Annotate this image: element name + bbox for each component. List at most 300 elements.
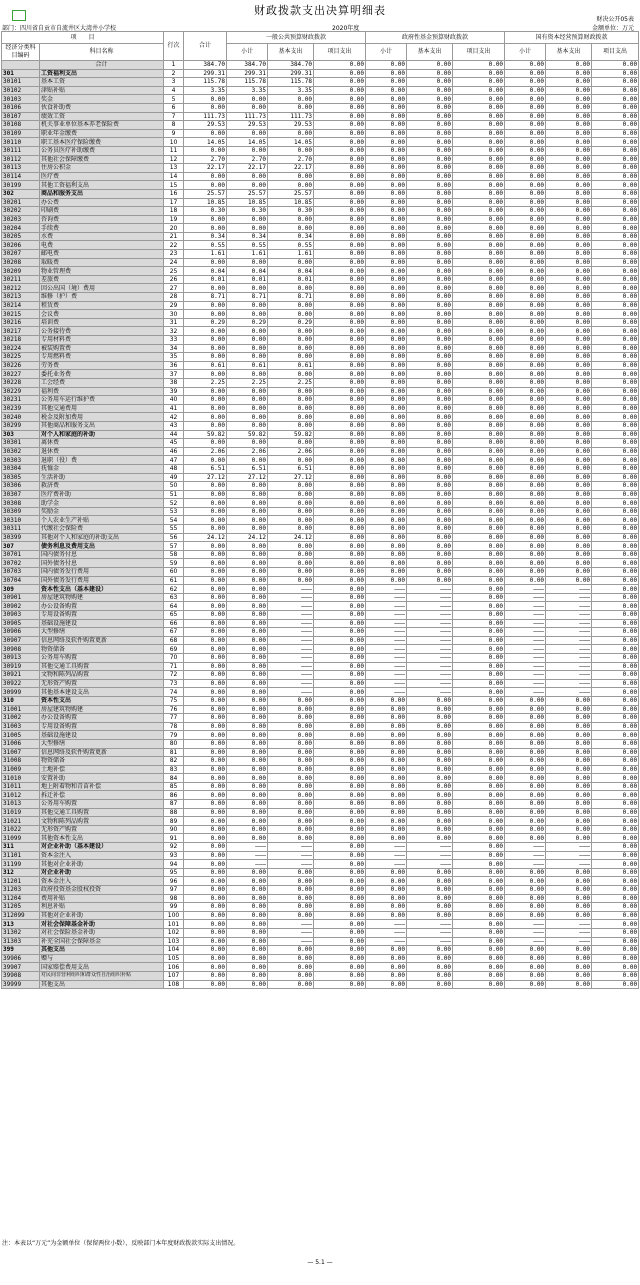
capital-subtotal-cell[interactable]: ——— — [505, 619, 546, 628]
capital-project-cell[interactable]: 0.00 — [592, 619, 639, 628]
row-no-cell[interactable]: 46 — [164, 447, 184, 456]
general-project-cell[interactable]: 0.00 — [314, 662, 366, 671]
row-no-cell[interactable]: 50 — [164, 482, 184, 491]
capital-subtotal-cell[interactable]: 0.00 — [505, 542, 546, 551]
econ-code-cell[interactable]: 30225 — [2, 353, 40, 362]
econ-code-cell[interactable]: 30101 — [2, 78, 40, 87]
capital-project-cell[interactable]: 0.00 — [592, 361, 639, 370]
capital-subtotal-cell[interactable]: ——— — [505, 671, 546, 680]
econ-code-cell[interactable]: 31303 — [2, 937, 40, 946]
capital-subtotal-cell[interactable]: 0.00 — [505, 808, 546, 817]
fund-subtotal-cell[interactable]: 0.00 — [366, 722, 407, 731]
fund-basic-cell[interactable]: 0.00 — [407, 181, 453, 190]
total-cell[interactable]: 0.00 — [184, 550, 227, 559]
capital-project-cell[interactable]: 0.00 — [592, 516, 639, 525]
econ-code-cell[interactable]: 309 — [2, 585, 40, 594]
general-basic-cell[interactable]: ——— — [268, 679, 314, 688]
total-cell[interactable]: 0.00 — [184, 525, 227, 534]
capital-project-cell[interactable]: 0.00 — [592, 568, 639, 577]
general-project-cell[interactable]: 0.00 — [314, 138, 366, 147]
econ-code-cell[interactable]: 30302 — [2, 447, 40, 456]
general-basic-cell[interactable]: 0.00 — [268, 963, 314, 972]
fund-basic-cell[interactable]: 0.00 — [407, 473, 453, 482]
fund-basic-cell[interactable]: 0.00 — [407, 267, 453, 276]
capital-project-cell[interactable]: 0.00 — [592, 456, 639, 465]
item-name-cell[interactable]: 职业年金缴费 — [40, 129, 164, 138]
general-project-cell[interactable]: 0.00 — [314, 937, 366, 946]
capital-project-cell[interactable]: 0.00 — [592, 344, 639, 353]
general-subtotal-cell[interactable]: 10.85 — [227, 198, 268, 207]
econ-code-cell[interactable]: 302 — [2, 189, 40, 198]
total-cell[interactable]: 0.00 — [184, 181, 227, 190]
capital-subtotal-cell[interactable]: 0.00 — [505, 95, 546, 104]
capital-subtotal-cell[interactable]: 0.00 — [505, 456, 546, 465]
item-name-cell[interactable]: 因公出国（境）费用 — [40, 284, 164, 293]
total-cell[interactable]: 0.00 — [184, 301, 227, 310]
econ-code-cell[interactable]: 30206 — [2, 241, 40, 250]
fund-basic-cell[interactable]: 0.00 — [407, 482, 453, 491]
econ-code-cell[interactable]: 31002 — [2, 714, 40, 723]
capital-subtotal-cell[interactable]: 0.00 — [505, 396, 546, 405]
capital-project-cell[interactable]: 0.00 — [592, 602, 639, 611]
fund-project-cell[interactable]: 0.00 — [453, 344, 505, 353]
fund-project-cell[interactable]: 0.00 — [453, 911, 505, 920]
general-subtotal-cell[interactable]: 0.00 — [227, 499, 268, 508]
fund-project-cell[interactable]: 0.00 — [453, 456, 505, 465]
econ-code-cell[interactable]: 30110 — [2, 138, 40, 147]
item-name-cell[interactable]: 办公设备购置 — [40, 714, 164, 723]
general-subtotal-cell[interactable]: 0.00 — [227, 825, 268, 834]
capital-basic-cell[interactable]: 0.00 — [546, 946, 592, 955]
econ-code-cell[interactable]: 30303 — [2, 456, 40, 465]
general-project-cell[interactable]: 0.00 — [314, 963, 366, 972]
fund-project-cell[interactable]: 0.00 — [453, 903, 505, 912]
fund-project-cell[interactable]: 0.00 — [453, 980, 505, 989]
capital-project-cell[interactable]: 0.00 — [592, 937, 639, 946]
fund-project-cell[interactable]: 0.00 — [453, 258, 505, 267]
general-project-cell[interactable]: 0.00 — [314, 112, 366, 121]
fund-basic-cell[interactable]: 0.00 — [407, 808, 453, 817]
item-name-cell[interactable]: 对企业补助 — [40, 868, 164, 877]
general-basic-cell[interactable]: 0.00 — [268, 507, 314, 516]
fund-project-cell[interactable]: 0.00 — [453, 327, 505, 336]
total-cell[interactable]: 2.25 — [184, 378, 227, 387]
total-cell[interactable]: 0.00 — [184, 705, 227, 714]
item-name-cell[interactable]: 文物和陈列品购置 — [40, 817, 164, 826]
capital-subtotal-cell[interactable]: 0.00 — [505, 61, 546, 70]
general-project-cell[interactable]: 0.00 — [314, 267, 366, 276]
capital-basic-cell[interactable]: 0.00 — [546, 301, 592, 310]
capital-subtotal-cell[interactable]: 0.00 — [505, 430, 546, 439]
capital-project-cell[interactable]: 0.00 — [592, 800, 639, 809]
total-cell[interactable]: 0.00 — [184, 439, 227, 448]
econ-code-cell[interactable]: 31302 — [2, 928, 40, 937]
fund-basic-cell[interactable]: 0.00 — [407, 232, 453, 241]
fund-subtotal-cell[interactable]: 0.00 — [366, 886, 407, 895]
general-project-cell[interactable]: 0.00 — [314, 688, 366, 697]
general-project-cell[interactable]: 0.00 — [314, 344, 366, 353]
row-no-cell[interactable]: 96 — [164, 877, 184, 886]
fund-project-cell[interactable]: 0.00 — [453, 722, 505, 731]
general-subtotal-cell[interactable]: 0.34 — [227, 232, 268, 241]
row-no-cell[interactable]: 4 — [164, 86, 184, 95]
general-project-cell[interactable]: 0.00 — [314, 791, 366, 800]
general-basic-cell[interactable]: ——— — [268, 636, 314, 645]
total-cell[interactable]: 0.00 — [184, 310, 227, 319]
general-project-cell[interactable]: 0.00 — [314, 396, 366, 405]
capital-basic-cell[interactable]: 0.00 — [546, 739, 592, 748]
general-subtotal-cell[interactable]: 0.00 — [227, 971, 268, 980]
fund-subtotal-cell[interactable]: 0.00 — [366, 353, 407, 362]
general-basic-cell[interactable]: 0.00 — [268, 765, 314, 774]
general-basic-cell[interactable]: 0.00 — [268, 387, 314, 396]
general-basic-cell[interactable]: 3.35 — [268, 86, 314, 95]
item-name-cell[interactable]: 退休费 — [40, 447, 164, 456]
fund-subtotal-cell[interactable]: 0.00 — [366, 963, 407, 972]
row-no-cell[interactable]: 28 — [164, 293, 184, 302]
row-no-cell[interactable]: 78 — [164, 722, 184, 731]
item-name-cell[interactable]: 退职（役）费 — [40, 456, 164, 465]
capital-subtotal-cell[interactable]: 0.00 — [505, 207, 546, 216]
row-no-cell[interactable]: 70 — [164, 653, 184, 662]
general-basic-cell[interactable]: 25.57 — [268, 189, 314, 198]
general-subtotal-cell[interactable]: 59.82 — [227, 430, 268, 439]
fund-basic-cell[interactable]: 0.00 — [407, 516, 453, 525]
econ-code-cell[interactable]: 30703 — [2, 568, 40, 577]
general-project-cell[interactable]: 0.00 — [314, 971, 366, 980]
general-subtotal-cell[interactable]: ——— — [227, 851, 268, 860]
general-subtotal-cell[interactable]: 115.78 — [227, 78, 268, 87]
fund-subtotal-cell[interactable]: 0.00 — [366, 877, 407, 886]
general-basic-cell[interactable]: 0.00 — [268, 911, 314, 920]
fund-project-cell[interactable]: 0.00 — [453, 636, 505, 645]
fund-project-cell[interactable]: 0.00 — [453, 387, 505, 396]
fund-project-cell[interactable]: 0.00 — [453, 207, 505, 216]
total-cell[interactable]: 2.06 — [184, 447, 227, 456]
econ-code-cell[interactable]: 30921 — [2, 671, 40, 680]
row-no-cell[interactable]: 77 — [164, 714, 184, 723]
fund-basic-cell[interactable]: 0.00 — [407, 413, 453, 422]
row-no-cell[interactable]: 16 — [164, 189, 184, 198]
general-project-cell[interactable]: 0.00 — [314, 207, 366, 216]
econ-code-cell[interactable]: 30299 — [2, 421, 40, 430]
capital-subtotal-cell[interactable]: 0.00 — [505, 507, 546, 516]
general-project-cell[interactable]: 0.00 — [314, 258, 366, 267]
capital-subtotal-cell[interactable]: ——— — [505, 653, 546, 662]
total-cell[interactable]: 0.00 — [184, 404, 227, 413]
fund-subtotal-cell[interactable]: 0.00 — [366, 387, 407, 396]
fund-basic-cell[interactable]: 0.00 — [407, 439, 453, 448]
total-cell[interactable]: 8.71 — [184, 293, 227, 302]
fund-project-cell[interactable]: 0.00 — [453, 250, 505, 259]
general-project-cell[interactable]: 0.00 — [314, 61, 366, 70]
fund-project-cell[interactable]: 0.00 — [453, 834, 505, 843]
general-project-cell[interactable]: 0.00 — [314, 146, 366, 155]
fund-project-cell[interactable]: 0.00 — [453, 336, 505, 345]
fund-subtotal-cell[interactable]: ——— — [366, 653, 407, 662]
capital-subtotal-cell[interactable]: 0.00 — [505, 267, 546, 276]
fund-subtotal-cell[interactable]: 0.00 — [366, 61, 407, 70]
capital-basic-cell[interactable]: 0.00 — [546, 189, 592, 198]
capital-basic-cell[interactable]: 0.00 — [546, 731, 592, 740]
econ-code-cell[interactable]: 30201 — [2, 198, 40, 207]
fund-basic-cell[interactable]: ——— — [407, 671, 453, 680]
capital-basic-cell[interactable]: ——— — [546, 662, 592, 671]
total-cell[interactable]: 0.00 — [184, 224, 227, 233]
capital-subtotal-cell[interactable]: ——— — [505, 851, 546, 860]
fund-basic-cell[interactable]: ——— — [407, 593, 453, 602]
fund-subtotal-cell[interactable]: 0.00 — [366, 421, 407, 430]
general-basic-cell[interactable]: 0.00 — [268, 482, 314, 491]
fund-subtotal-cell[interactable]: 0.00 — [366, 378, 407, 387]
general-project-cell[interactable]: 0.00 — [314, 370, 366, 379]
row-no-cell[interactable]: 6 — [164, 103, 184, 112]
capital-basic-cell[interactable]: 0.00 — [546, 250, 592, 259]
econ-code-cell[interactable]: 311 — [2, 843, 40, 852]
capital-project-cell[interactable]: 0.00 — [592, 722, 639, 731]
general-subtotal-cell[interactable]: 0.55 — [227, 241, 268, 250]
capital-basic-cell[interactable]: 0.00 — [546, 447, 592, 456]
fund-subtotal-cell[interactable]: 0.00 — [366, 189, 407, 198]
fund-subtotal-cell[interactable]: 0.00 — [366, 430, 407, 439]
fund-subtotal-cell[interactable]: 0.00 — [366, 327, 407, 336]
row-no-cell[interactable]: 66 — [164, 619, 184, 628]
capital-project-cell[interactable]: 0.00 — [592, 671, 639, 680]
general-subtotal-cell[interactable]: 0.00 — [227, 671, 268, 680]
capital-subtotal-cell[interactable]: 0.00 — [505, 370, 546, 379]
fund-subtotal-cell[interactable]: 0.00 — [366, 525, 407, 534]
general-subtotal-cell[interactable]: 0.00 — [227, 258, 268, 267]
capital-basic-cell[interactable]: 0.00 — [546, 378, 592, 387]
fund-basic-cell[interactable]: 0.00 — [407, 946, 453, 955]
econ-code-cell[interactable]: 30211 — [2, 275, 40, 284]
item-name-cell[interactable]: 大型修缮 — [40, 628, 164, 637]
capital-subtotal-cell[interactable]: 0.00 — [505, 250, 546, 259]
capital-basic-cell[interactable]: ——— — [546, 593, 592, 602]
fund-basic-cell[interactable]: 0.00 — [407, 507, 453, 516]
total-cell[interactable]: 0.00 — [184, 911, 227, 920]
item-name-cell[interactable]: 救济费 — [40, 482, 164, 491]
general-project-cell[interactable]: 0.00 — [314, 310, 366, 319]
capital-subtotal-cell[interactable]: 0.00 — [505, 215, 546, 224]
general-basic-cell[interactable]: 0.00 — [268, 95, 314, 104]
total-cell[interactable]: 59.82 — [184, 430, 227, 439]
item-name-cell[interactable]: 对社会保险基金补助 — [40, 928, 164, 937]
capital-project-cell[interactable]: 0.00 — [592, 439, 639, 448]
capital-subtotal-cell[interactable]: ——— — [505, 688, 546, 697]
total-cell[interactable]: 0.00 — [184, 954, 227, 963]
general-subtotal-cell[interactable]: 0.00 — [227, 327, 268, 336]
total-cell[interactable]: 0.00 — [184, 688, 227, 697]
capital-basic-cell[interactable]: 0.00 — [546, 954, 592, 963]
general-project-cell[interactable]: 0.00 — [314, 473, 366, 482]
fund-project-cell[interactable]: 0.00 — [453, 318, 505, 327]
general-subtotal-cell[interactable]: 0.00 — [227, 421, 268, 430]
total-cell[interactable]: 111.73 — [184, 112, 227, 121]
capital-subtotal-cell[interactable]: 0.00 — [505, 447, 546, 456]
capital-basic-cell[interactable]: 0.00 — [546, 808, 592, 817]
general-basic-cell[interactable]: 0.61 — [268, 361, 314, 370]
fund-subtotal-cell[interactable]: 0.00 — [366, 224, 407, 233]
fund-basic-cell[interactable]: 0.00 — [407, 774, 453, 783]
fund-subtotal-cell[interactable]: 0.00 — [366, 69, 407, 78]
total-cell[interactable]: 0.34 — [184, 232, 227, 241]
capital-basic-cell[interactable]: 0.00 — [546, 456, 592, 465]
general-subtotal-cell[interactable]: 0.00 — [227, 928, 268, 937]
fund-project-cell[interactable]: 0.00 — [453, 774, 505, 783]
fund-project-cell[interactable]: 0.00 — [453, 146, 505, 155]
econ-code-cell[interactable]: 30922 — [2, 679, 40, 688]
total-cell[interactable]: 0.00 — [184, 172, 227, 181]
item-name-cell[interactable]: 津贴补贴 — [40, 86, 164, 95]
capital-subtotal-cell[interactable]: 0.00 — [505, 181, 546, 190]
capital-basic-cell[interactable]: 0.00 — [546, 825, 592, 834]
total-cell[interactable]: 0.00 — [184, 284, 227, 293]
fund-basic-cell[interactable]: 0.00 — [407, 95, 453, 104]
fund-basic-cell[interactable]: 0.00 — [407, 250, 453, 259]
fund-basic-cell[interactable]: 0.00 — [407, 447, 453, 456]
item-name-cell[interactable]: 其他商品和服务支出 — [40, 421, 164, 430]
capital-project-cell[interactable]: 0.00 — [592, 181, 639, 190]
econ-code-cell[interactable]: 30216 — [2, 318, 40, 327]
row-no-cell[interactable]: 43 — [164, 421, 184, 430]
fund-basic-cell[interactable]: 0.00 — [407, 791, 453, 800]
capital-project-cell[interactable]: 0.00 — [592, 129, 639, 138]
total-cell[interactable]: 0.00 — [184, 611, 227, 620]
capital-basic-cell[interactable]: 0.00 — [546, 834, 592, 843]
capital-subtotal-cell[interactable]: 0.00 — [505, 817, 546, 826]
general-subtotal-cell[interactable]: 0.00 — [227, 954, 268, 963]
fund-basic-cell[interactable]: 0.00 — [407, 576, 453, 585]
fund-subtotal-cell[interactable]: 0.00 — [366, 507, 407, 516]
fund-project-cell[interactable]: 0.00 — [453, 78, 505, 87]
item-name-cell[interactable]: 公务接待费 — [40, 327, 164, 336]
general-subtotal-cell[interactable]: 0.00 — [227, 774, 268, 783]
capital-basic-cell[interactable]: 0.00 — [546, 800, 592, 809]
general-subtotal-cell[interactable]: 0.00 — [227, 396, 268, 405]
general-project-cell[interactable]: 0.00 — [314, 516, 366, 525]
capital-subtotal-cell[interactable]: 0.00 — [505, 954, 546, 963]
fund-project-cell[interactable]: 0.00 — [453, 628, 505, 637]
item-name-cell[interactable]: 其他交通工具购置 — [40, 808, 164, 817]
fund-subtotal-cell[interactable]: 0.00 — [366, 86, 407, 95]
general-basic-cell[interactable]: 59.82 — [268, 430, 314, 439]
total-cell[interactable]: 0.00 — [184, 662, 227, 671]
general-project-cell[interactable]: 0.00 — [314, 189, 366, 198]
general-basic-cell[interactable]: 0.00 — [268, 886, 314, 895]
capital-subtotal-cell[interactable]: ——— — [505, 662, 546, 671]
general-basic-cell[interactable]: 0.29 — [268, 318, 314, 327]
row-no-cell[interactable]: 19 — [164, 215, 184, 224]
general-subtotal-cell[interactable]: 0.00 — [227, 370, 268, 379]
econ-code-cell[interactable]: 30304 — [2, 464, 40, 473]
item-name-cell[interactable]: 电费 — [40, 241, 164, 250]
fund-project-cell[interactable]: 0.00 — [453, 593, 505, 602]
econ-code-cell[interactable]: 30108 — [2, 121, 40, 130]
fund-subtotal-cell[interactable]: 0.00 — [366, 241, 407, 250]
item-name-cell[interactable]: 政府投资基金股权投资 — [40, 886, 164, 895]
general-project-cell[interactable]: 0.00 — [314, 946, 366, 955]
fund-basic-cell[interactable]: 0.00 — [407, 138, 453, 147]
total-cell[interactable]: 0.00 — [184, 739, 227, 748]
capital-project-cell[interactable]: 0.00 — [592, 851, 639, 860]
capital-project-cell[interactable]: 0.00 — [592, 121, 639, 130]
general-project-cell[interactable]: 0.00 — [314, 576, 366, 585]
econ-code-cell[interactable]: 30905 — [2, 619, 40, 628]
item-name-cell[interactable]: 公务员医疗补助缴费 — [40, 146, 164, 155]
fund-project-cell[interactable]: 0.00 — [453, 525, 505, 534]
econ-code-cell[interactable]: 39999 — [2, 980, 40, 989]
item-name-cell[interactable]: 会议费 — [40, 310, 164, 319]
fund-basic-cell[interactable]: 0.00 — [407, 980, 453, 989]
capital-basic-cell[interactable]: 0.00 — [546, 439, 592, 448]
general-subtotal-cell[interactable]: 0.30 — [227, 207, 268, 216]
general-project-cell[interactable]: 0.00 — [314, 78, 366, 87]
item-name-cell[interactable]: 拆迁补偿 — [40, 791, 164, 800]
fund-subtotal-cell[interactable]: 0.00 — [366, 121, 407, 130]
fund-subtotal-cell[interactable]: 0.00 — [366, 903, 407, 912]
item-name-cell[interactable]: 差旅费 — [40, 275, 164, 284]
fund-subtotal-cell[interactable]: 0.00 — [366, 146, 407, 155]
row-no-cell[interactable]: 5 — [164, 95, 184, 104]
capital-project-cell[interactable]: 0.00 — [592, 78, 639, 87]
general-basic-cell[interactable]: 0.00 — [268, 782, 314, 791]
row-no-cell[interactable]: 58 — [164, 550, 184, 559]
capital-basic-cell[interactable]: 0.00 — [546, 576, 592, 585]
general-project-cell[interactable]: 0.00 — [314, 731, 366, 740]
item-name-cell[interactable]: 文物和陈列品购置 — [40, 671, 164, 680]
general-subtotal-cell[interactable]: 27.12 — [227, 473, 268, 482]
capital-project-cell[interactable]: 0.00 — [592, 207, 639, 216]
fund-basic-cell[interactable]: 0.00 — [407, 284, 453, 293]
fund-project-cell[interactable]: 0.00 — [453, 963, 505, 972]
row-no-cell[interactable]: 82 — [164, 757, 184, 766]
general-project-cell[interactable]: 0.00 — [314, 800, 366, 809]
general-subtotal-cell[interactable]: 0.00 — [227, 181, 268, 190]
capital-basic-cell[interactable]: 0.00 — [546, 95, 592, 104]
general-subtotal-cell[interactable]: 299.31 — [227, 69, 268, 78]
econ-code-cell[interactable]: 31022 — [2, 825, 40, 834]
general-basic-cell[interactable]: ——— — [268, 937, 314, 946]
general-subtotal-cell[interactable]: 0.00 — [227, 877, 268, 886]
fund-subtotal-cell[interactable]: 0.00 — [366, 250, 407, 259]
capital-subtotal-cell[interactable]: 0.00 — [505, 387, 546, 396]
capital-subtotal-cell[interactable]: 0.00 — [505, 198, 546, 207]
fund-project-cell[interactable]: 0.00 — [453, 361, 505, 370]
capital-subtotal-cell[interactable]: ——— — [505, 928, 546, 937]
capital-basic-cell[interactable]: 0.00 — [546, 318, 592, 327]
capital-basic-cell[interactable]: ——— — [546, 920, 592, 929]
econ-code-cell[interactable]: 31205 — [2, 903, 40, 912]
general-project-cell[interactable]: 0.00 — [314, 645, 366, 654]
total-cell[interactable]: 0.29 — [184, 318, 227, 327]
econ-code-cell[interactable]: 30214 — [2, 301, 40, 310]
general-basic-cell[interactable]: 0.00 — [268, 731, 314, 740]
capital-subtotal-cell[interactable]: 0.00 — [505, 473, 546, 482]
general-subtotal-cell[interactable]: 0.00 — [227, 748, 268, 757]
total-cell[interactable]: 0.00 — [184, 825, 227, 834]
capital-basic-cell[interactable]: 0.00 — [546, 327, 592, 336]
fund-subtotal-cell[interactable]: 0.00 — [366, 774, 407, 783]
item-name-cell[interactable]: 商品和服务支出 — [40, 189, 164, 198]
capital-basic-cell[interactable]: 0.00 — [546, 507, 592, 516]
total-cell[interactable]: 0.00 — [184, 894, 227, 903]
general-basic-cell[interactable]: 0.00 — [268, 439, 314, 448]
fund-project-cell[interactable]: 0.00 — [453, 464, 505, 473]
econ-code-cell[interactable]: 31203 — [2, 886, 40, 895]
row-no-cell[interactable]: 35 — [164, 353, 184, 362]
general-basic-cell[interactable]: 0.00 — [268, 705, 314, 714]
